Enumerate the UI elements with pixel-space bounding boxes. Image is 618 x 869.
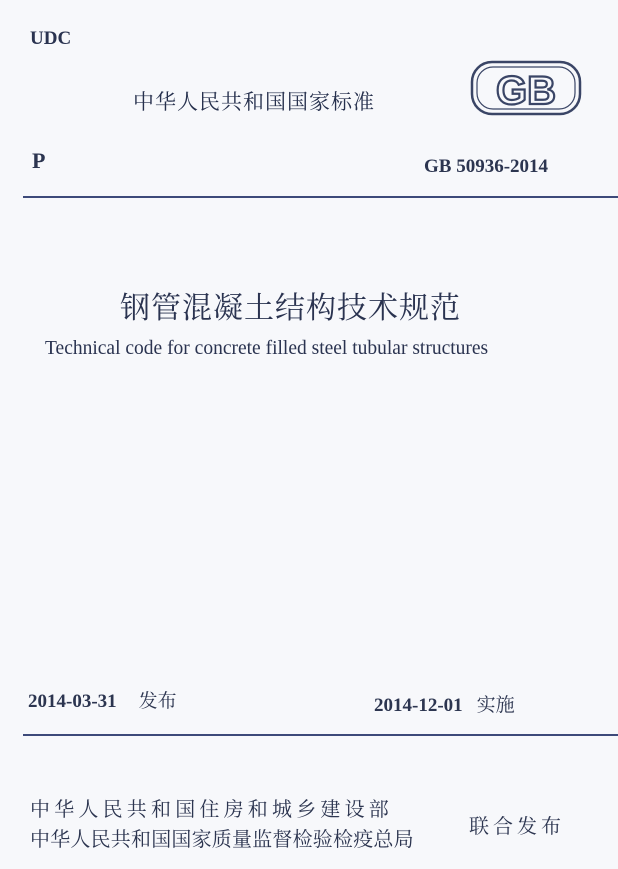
issue-label: 发布 — [138, 690, 177, 712]
joint-publish-label: 联合发布 — [469, 814, 565, 838]
standard-type-heading: 中华人民共和国国家标准 — [133, 90, 375, 114]
publisher-ministry: 中华人民共和国住房和城乡建设部 — [30, 797, 393, 821]
udc-label: UDC — [30, 28, 72, 49]
bottom-divider — [23, 734, 618, 736]
issue-date-block — [28, 686, 177, 713]
title-chinese: 钢管混凝土结构技术规范 — [120, 291, 461, 326]
standard-number: GB 50936-2014 — [424, 156, 549, 177]
category-code: P — [32, 148, 46, 173]
effective-date-block — [374, 690, 515, 717]
publisher-administration: 中华人民共和国国家质量监督检验检疫总局 — [30, 827, 414, 851]
gb-logo — [470, 60, 582, 116]
effective-label: 实施 — [476, 694, 515, 716]
title-english: Technical code for concrete filled steel tubular structures — [45, 338, 489, 359]
issue-date: 2014-03-31 — [28, 691, 117, 712]
gb-logo-text: GB — [496, 69, 556, 113]
top-divider — [23, 196, 618, 198]
effective-date: 2014-12-01 — [374, 695, 463, 716]
